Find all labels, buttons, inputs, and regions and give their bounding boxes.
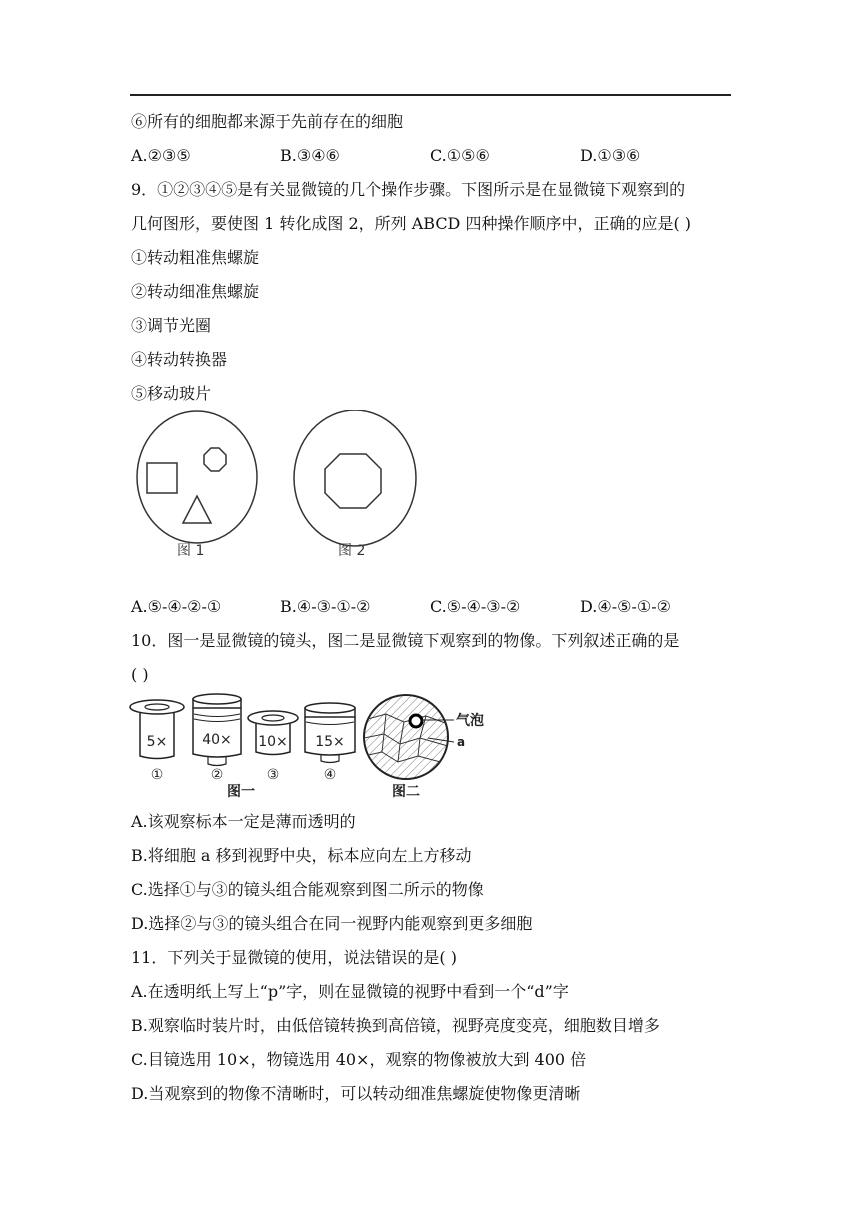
q11-option-b: B.观察临时装片时，由低倍镜转换到高倍镜，视野亮度变亮，细胞数目增多 [131, 1016, 660, 1035]
q9-option-b: B.④-③-①-② [280, 597, 371, 616]
figure-two-label: 图二 [392, 784, 420, 800]
q10-option-d: D.选择②与③的镜头组合在同一视野内能观察到更多细胞 [131, 914, 533, 933]
q8-option-d: D.①③⑥ [580, 146, 641, 165]
q9-figure [120, 410, 420, 570]
q9-stem-line-1: 9．①②③④⑤是有关显微镜的几个操作步骤。下图所示是在显微镜下观察到的 [131, 180, 686, 199]
lens-3-eyepiece [248, 711, 298, 783]
bubble-label: 气泡 [456, 713, 484, 729]
cell-a-label: a [457, 735, 466, 749]
lens-1-number: ① [150, 767, 164, 783]
q11-stem: 11．下列关于显微镜的使用，说法错误的是( ) [131, 948, 457, 967]
square-shape [147, 463, 177, 493]
lens-3-number: ③ [266, 767, 280, 783]
q9-option-d: D.④-⑤-①-② [580, 597, 671, 616]
lens-4-magnification: 15× [315, 734, 345, 750]
q10-stem-line-2: ( ) [131, 665, 149, 684]
q10-option-c: C.选择①与③的镜头组合能观察到图二所示的物像 [131, 880, 484, 899]
lens-2-objective [193, 694, 241, 783]
header-rule [130, 94, 731, 96]
air-bubble [410, 715, 422, 727]
q8-statement-6: ⑥所有的细胞都来源于先前存在的细胞 [131, 112, 404, 131]
q9-step-1: ①转动粗准焦螺旋 [131, 248, 260, 267]
triangle-shape [183, 496, 211, 523]
figure-2-field-of-view [294, 410, 416, 546]
q10-option-a: A.该观察标本一定是薄而透明的 [131, 812, 356, 831]
octagon-shape-large [325, 454, 381, 508]
q8-option-b: B.③④⑥ [280, 146, 340, 165]
q9-step-4: ④转动转换器 [131, 350, 228, 369]
figure-2-label: 图 2 [338, 543, 366, 559]
figure-1-label: 图 1 [177, 543, 205, 559]
field-of-view-figure-two [364, 695, 484, 779]
q10-figure [128, 690, 498, 806]
q11-option-a: A.在透明纸上写上“p”字，则在显微镜的视野中看到一个“d”字 [131, 982, 569, 1001]
q10-stem-line-1: 10．图一是显微镜的镜头，图二是显微镜下观察到的物像。下列叙述正确的是 [131, 631, 680, 650]
q11-option-c: C.目镜选用 10×，物镜选用 40×，观察的物像被放大到 400 倍 [131, 1050, 587, 1069]
q9-stem-line-2: 几何图形，要使图 1 转化成图 2，所列 ABCD 四种操作顺序中，正确的应是( ) [131, 214, 692, 233]
q8-option-c: C.①⑤⑥ [430, 146, 490, 165]
lens-4-number: ④ [323, 767, 337, 783]
q8-option-a: A.②③⑤ [131, 146, 191, 165]
lens-1-eyepiece [130, 700, 184, 783]
figure-one-label: 图一 [227, 784, 255, 800]
lens-3-magnification: 10× [258, 734, 288, 750]
octagon-shape-small [204, 448, 226, 471]
q9-step-5: ⑤移动玻片 [131, 384, 212, 403]
q11-option-d: D.当观察到的物像不清晰时，可以转动细准焦螺旋使物像更清晰 [131, 1084, 581, 1103]
q9-step-2: ②转动细准焦螺旋 [131, 282, 260, 301]
q10-option-b: B.将细胞 a 移到视野中央，标本应向左上方移动 [131, 846, 472, 865]
q9-option-a: A.⑤-④-②-① [131, 597, 222, 616]
lens-1-magnification: 5× [146, 734, 168, 750]
q9-option-c: C.⑤-④-③-② [430, 597, 521, 616]
figure-1-field-of-view [137, 411, 257, 543]
lens-4-objective [305, 703, 355, 783]
lens-2-number: ② [210, 767, 224, 783]
q9-step-3: ③调节光圈 [131, 316, 212, 335]
lens-2-magnification: 40× [202, 732, 232, 748]
